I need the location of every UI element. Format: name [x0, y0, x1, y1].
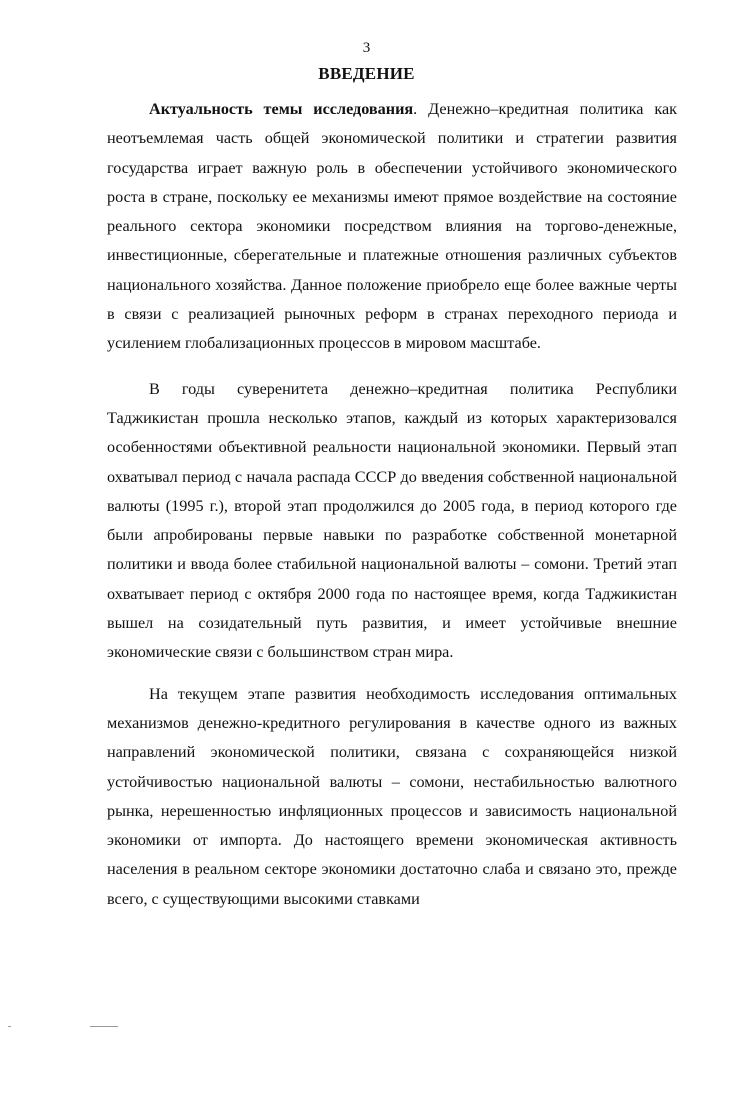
page-number: 3: [362, 40, 371, 56]
paragraph-relevance: [107, 95, 677, 359]
paragraph-lead: Актуальность темы исследования: [149, 100, 414, 118]
paragraph-sovereignty: В годы суверенитета денежно–кредитная политика Республики Таджикистан прошла несколько этапов, каждый из которых характеризовался особенностями объективной реальности национальной экономики. Первый этап охватывал период с начала распада СССР до введения собственной национальной валюты (1995 г.), второй этап продолжился до 2005 года, в период которого где были апробированы первые навыки по разработке собственной монетарной политики и ввода более стабильной национальной валюты – сомони. Третий этап охватывает период с октября 2000 года по настоящее время, когда Таджикистан вышел на созидательный путь развития, и имеет устойчивые внешние экономические связи с большинством стран мира.: [107, 379, 677, 662]
paragraph-text: . Денежно–кредитная политика как неотъемлемая часть общей экономической политики и стратегии развития государства играет важную роль в обеспечении устойчивого экономического роста в стране, поскольку ее механизмы имеют прямое воздействие на состояние реального сектора экономики посредством влияния на торгово-денежные, инвестиционные, сберегательные и платежные отношения различных субъектов национального хозяйства. Данное положение приобрело еще более важные черты в связи с реализацией рыночных реформ в странах переходного периода и усилением глобализационных процессов в мировом масштабе.: [107, 100, 677, 353]
body-text: [107, 95, 677, 914]
scan-artifact-line: [90, 1026, 118, 1027]
scan-artifact-dot: [8, 1026, 11, 1027]
paragraph-current-stage: На текущем этапе развития необходимость исследования оптимальных механизмов денежно-кредитного регулирования в качестве одного из важных направлений экономической политики, связана с сохраняющейся низкой устойчивостью национальной валюты – сомони, нестабильностью валютного рынка, нерешенностью инфляционных процессов и зависимость национальной экономики от импорта. До настоящего времени экономическая активность населения в реальном секторе экономики достаточно слаба и связано это, прежде всего, с существующими высокими ставками: [107, 684, 677, 908]
page-title: ВВЕДЕНИЕ: [318, 64, 415, 83]
